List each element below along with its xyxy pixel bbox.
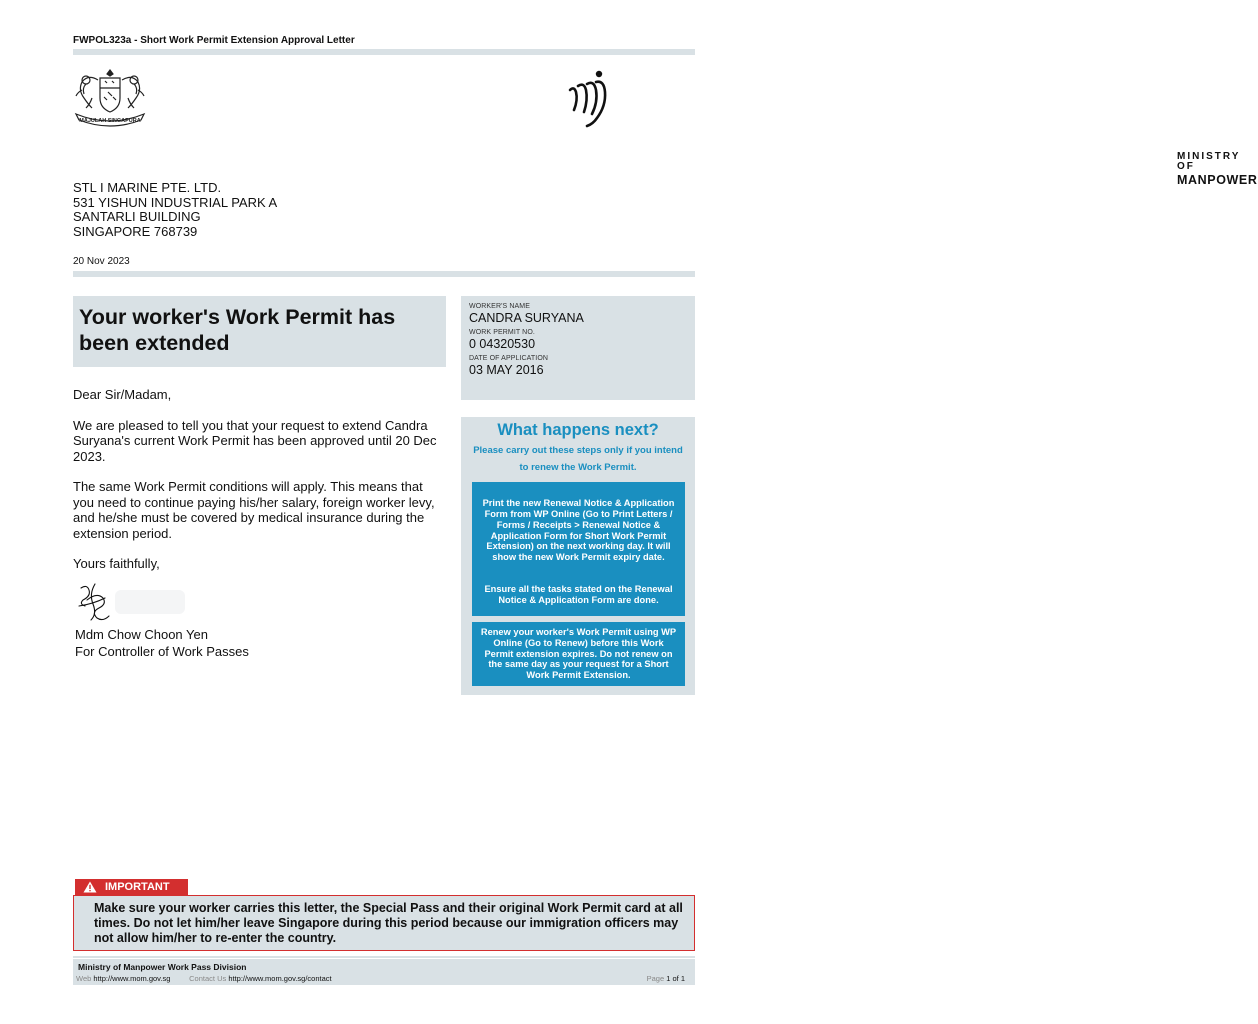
- work-permit-number: 0 04320530: [469, 337, 536, 351]
- step-ensure-tasks-done: Ensure all the tasks stated on the Renewal Notice & Application Form are done.: [472, 574, 685, 616]
- page-number: [647, 974, 685, 983]
- step-print-renewal-notice: Print the new Renewal Notice & Application Form from WP Online (Go to Print Letters / Forms / Receipts > Renewal Notice & Application Form for Short Work Permit Extension) on the next working day. It will show the new Work Permit expiry date.: [472, 482, 685, 579]
- step-renew-work-permit: Renew your worker's Work Permit using WP Online (Go to Renew) before this Work Permit extension expires. Do not renew on the same day as your request for a Short Work Permit Extension.: [472, 622, 685, 686]
- page-label: Page: [646, 974, 665, 983]
- address-line-2: 531 YISHUN INDUSTRIAL PARK A: [73, 194, 278, 210]
- letter-body: [73, 387, 445, 587]
- crest-motto: MAJULAH SINGAPURA: [79, 118, 141, 124]
- next-steps-title: What happens next?: [497, 421, 659, 439]
- footer-web-link[interactable]: http://www.mom.gov.sg: [93, 974, 171, 983]
- ministry-line-1: MINISTRY OF: [1177, 151, 1241, 172]
- address-line-3: SANTARLI BUILDING: [73, 209, 201, 225]
- important-notice: Make sure your worker carries this letter, the Special Pass and their original Work Permit card at all times. Do not let him/her leave Singapore during this period because our immigration officers may not allow him/her to re-enter the country.: [73, 895, 695, 951]
- footer: [73, 959, 695, 985]
- footer-contact-label: Contact Us: [189, 974, 227, 983]
- singapore-crest-logo: [72, 64, 148, 128]
- worker-details-panel: [461, 296, 695, 400]
- salutation: Dear Sir/Madam,: [73, 387, 172, 402]
- work-permit-label: WORK PERMIT NO.: [469, 329, 535, 336]
- recipient-address: [73, 181, 277, 240]
- next-steps-panel: [461, 417, 695, 695]
- header-divider: [73, 49, 695, 55]
- signatory-block: [75, 626, 249, 660]
- paragraph-approval: We are pleased to tell you that your request to extend Candra Suryana's current Work Permit has been approved until 20 Dec 2023.: [73, 417, 437, 464]
- footer-contact-link[interactable]: http://www.mom.gov.sg/contact: [228, 974, 332, 983]
- important-label-tab: [75, 879, 188, 895]
- page-count: 1 of 1: [666, 974, 685, 983]
- footer-web-label: Web: [76, 974, 92, 983]
- important-label: IMPORTANT: [105, 881, 170, 893]
- headline-box: [73, 296, 446, 367]
- section-divider: [73, 271, 695, 277]
- footer-links: [76, 974, 332, 983]
- ministry-of-manpower-logo: [562, 68, 1258, 187]
- ministry-line-2: MANPOWER: [1177, 173, 1258, 187]
- worker-name-label: WORKER'S NAME: [469, 303, 530, 310]
- letter-date: 20 Nov 2023: [73, 256, 130, 267]
- handwritten-signature: [73, 580, 193, 624]
- footer-organization: Ministry of Manpower Work Pass Division: [78, 962, 247, 972]
- closing: Yours faithfully,: [73, 556, 160, 571]
- address-line-1: STL I MARINE PTE. LTD.: [73, 180, 222, 195]
- next-steps-subtitle: Please carry out these steps only if you intend to renew the Work Permit.: [473, 445, 683, 473]
- warning-icon: [83, 881, 97, 893]
- footer-divider: [73, 956, 695, 958]
- application-date-label: DATE OF APPLICATION: [469, 355, 549, 362]
- document-code-title: FWPOL323a - Short Work Permit Extension Approval Letter: [73, 35, 355, 46]
- address-line-4: SINGAPORE 768739: [73, 224, 198, 240]
- paragraph-conditions: The same Work Permit conditions will apply. This means that you need to continue paying his/her salary, foreign worker levy, and he/she must be covered by medical insurance during the extension period.: [73, 479, 435, 541]
- application-date: 03 MAY 2016: [469, 363, 544, 377]
- worker-name: CANDRA SURYANA: [469, 311, 584, 325]
- page-title: Your worker's Work Permit has been extended: [79, 305, 396, 355]
- signatory-name: Mdm Chow Choon Yen: [75, 627, 208, 642]
- signatory-title: For Controller of Work Passes: [75, 644, 249, 659]
- mom-emblem-icon: [562, 68, 614, 132]
